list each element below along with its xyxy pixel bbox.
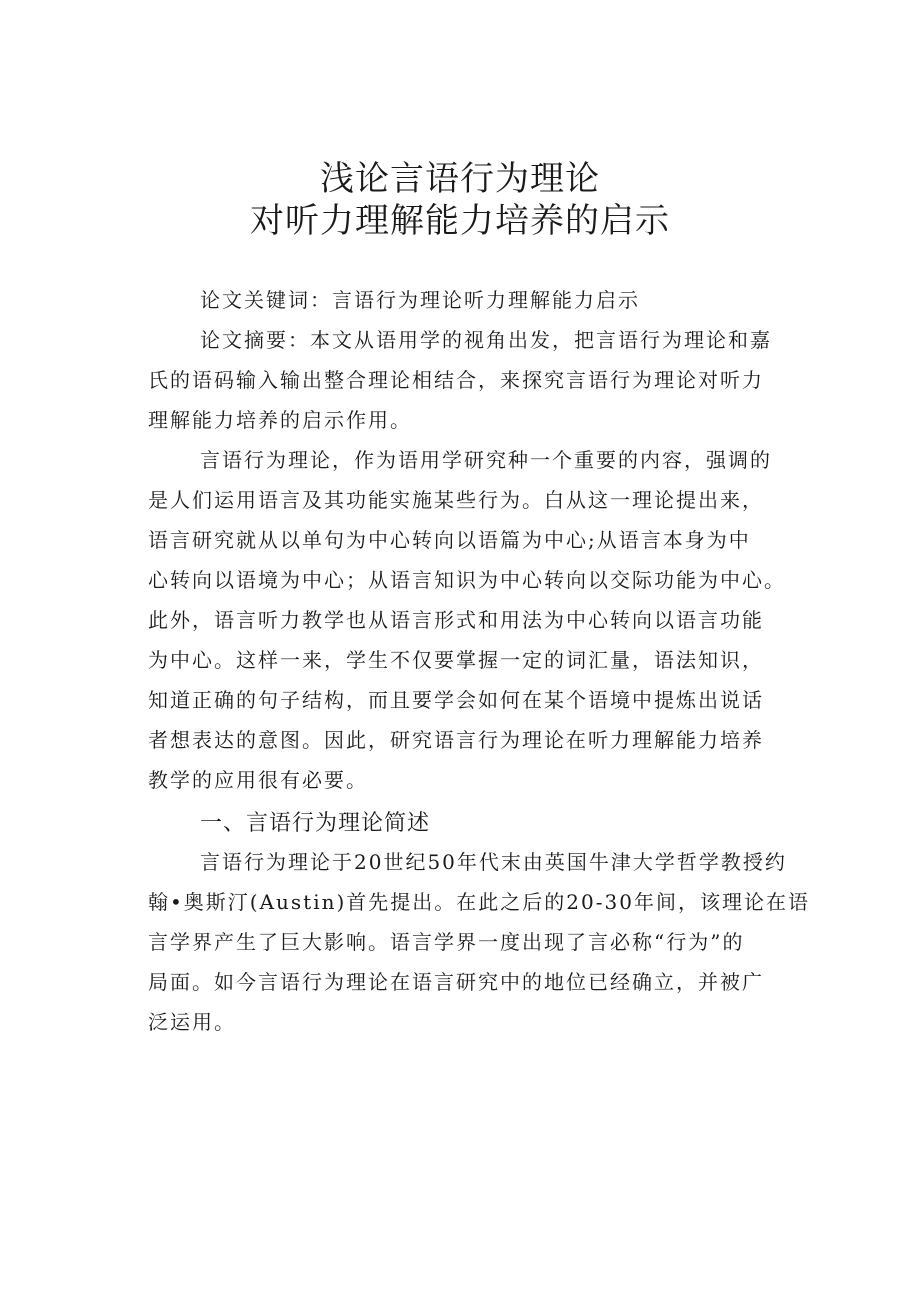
paragraph-line: 此外，语言听力教学也从语言形式和用法为中心转向以语言功能 (148, 608, 764, 632)
abstract-line: 理解能力培养的启示作用。 (148, 408, 412, 432)
paragraph-line: 语言研究就从以单句为中心转向以语篇为中心;从语言本身为中 (148, 528, 751, 552)
section-heading: 一、言语行为理论简述 (200, 811, 431, 836)
paper-body (148, 288, 808, 1050)
paragraph-line: 言语行为理论于20世纪50年代末由英国牛津大学哲学教授约 (200, 850, 787, 874)
paragraph-line: 言学界产生了巨大影响。语言学界一度出现了言必称“行为”的 (148, 930, 745, 954)
abstract-line: 论文摘要：本文从语用学的视角出发，把言语行为理论和嘉 (200, 328, 772, 352)
paper-title (0, 158, 920, 242)
keywords-paragraph (148, 288, 808, 328)
paragraph-line: 教学的应用很有必要。 (148, 768, 368, 792)
keywords-line: 论文关键词：言语行为理论听力理解能力启示 (200, 288, 640, 312)
body-paragraph-1 (148, 448, 808, 808)
paragraph-line: 知道正确的句子结构，而且要学会如何在某个语境中提炼出说话 (148, 688, 764, 712)
paragraph-line: 心转向以语境为中心；从语言知识为中心转向以交际功能为中心。 (148, 568, 786, 592)
paragraph-line: 言语行为理论，作为语用学研究种一个重要的内容，强调的 (200, 448, 772, 472)
abstract-line: 氏的语码输入输出整合理论相结合，来探究言语行为理论对听力 (148, 368, 764, 392)
paragraph-line: 者想表达的意图。因此，研究语言行为理论在听力理解能力培养 (148, 728, 764, 752)
abstract-paragraph (148, 328, 808, 448)
paragraph-line: 为中心。这样一来，学生不仅要掌握一定的词汇量，语法知识， (148, 648, 764, 672)
title-line-1: 浅论言语行为理论 (320, 159, 600, 199)
paragraph-line: 是人们运用语言及其功能实施某些行为。白从这一理论提出来， (148, 488, 764, 512)
paragraph-line: 翰•奥斯汀(Austin)首先提出。在此之后的20-30年间，该理论在语 (148, 890, 810, 914)
paragraph-line: 局面。如今言语行为理论在语言研究中的地位已经确立，并被广 (148, 970, 764, 994)
body-paragraph-2 (148, 850, 808, 1050)
title-line-2: 对听力理解能力培养的启示 (250, 201, 670, 241)
paragraph-line: 泛运用。 (148, 1010, 236, 1034)
